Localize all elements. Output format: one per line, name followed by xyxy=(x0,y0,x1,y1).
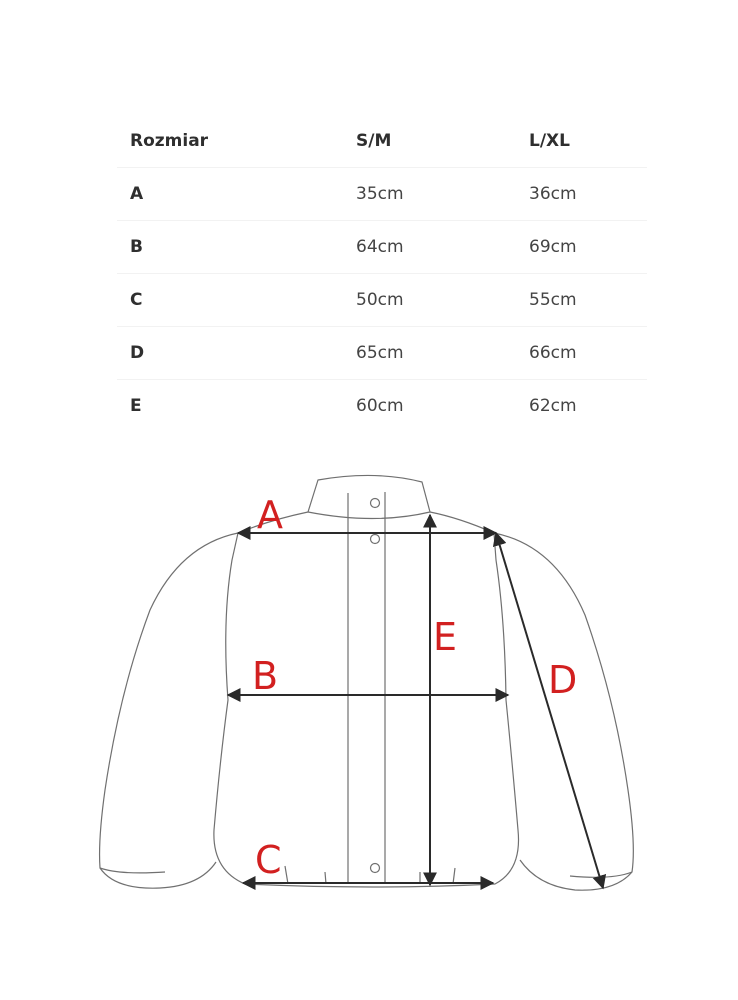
row-label: B xyxy=(130,237,143,257)
jacket-buttons xyxy=(371,499,380,873)
placket xyxy=(348,492,385,884)
collar-button xyxy=(371,499,380,508)
cell-sm: 50cm xyxy=(356,290,404,310)
cell-lxl: 36cm xyxy=(529,184,577,204)
jacket-measurement-diagram xyxy=(0,440,738,1000)
label-a: A xyxy=(257,493,283,537)
size-table xyxy=(117,115,647,432)
label-e: E xyxy=(433,615,458,659)
jacket-body xyxy=(214,512,519,887)
table-row xyxy=(117,327,647,380)
table-row xyxy=(117,380,647,433)
left-sleeve xyxy=(100,533,238,888)
row-label: C xyxy=(130,290,143,310)
table-header-row xyxy=(117,115,647,168)
label-b: B xyxy=(252,654,279,698)
top-button xyxy=(371,535,380,544)
row-label: E xyxy=(130,396,142,416)
right-sleeve xyxy=(494,533,633,890)
label-c: C xyxy=(255,838,282,882)
header-lxl: L/XL xyxy=(529,131,570,151)
row-label: D xyxy=(130,343,145,363)
table-row xyxy=(117,168,647,221)
cell-lxl: 62cm xyxy=(529,396,577,416)
table-row xyxy=(117,221,647,274)
bottom-button xyxy=(371,864,380,873)
cell-sm: 64cm xyxy=(356,237,404,257)
header-sm: S/M xyxy=(356,131,392,151)
cell-sm: 60cm xyxy=(356,396,404,416)
arrow-d xyxy=(496,533,603,888)
table-row xyxy=(117,274,647,327)
measurement-labels xyxy=(252,493,577,882)
collar xyxy=(308,475,430,518)
cell-lxl: 69cm xyxy=(529,237,577,257)
label-d: D xyxy=(548,658,578,702)
row-label: A xyxy=(130,184,144,204)
cell-lxl: 66cm xyxy=(529,343,577,363)
measurement-arrows xyxy=(228,515,603,888)
cell-sm: 65cm xyxy=(356,343,404,363)
cell-sm: 35cm xyxy=(356,184,404,204)
cell-lxl: 55cm xyxy=(529,290,577,310)
header-size: Rozmiar xyxy=(130,131,209,151)
